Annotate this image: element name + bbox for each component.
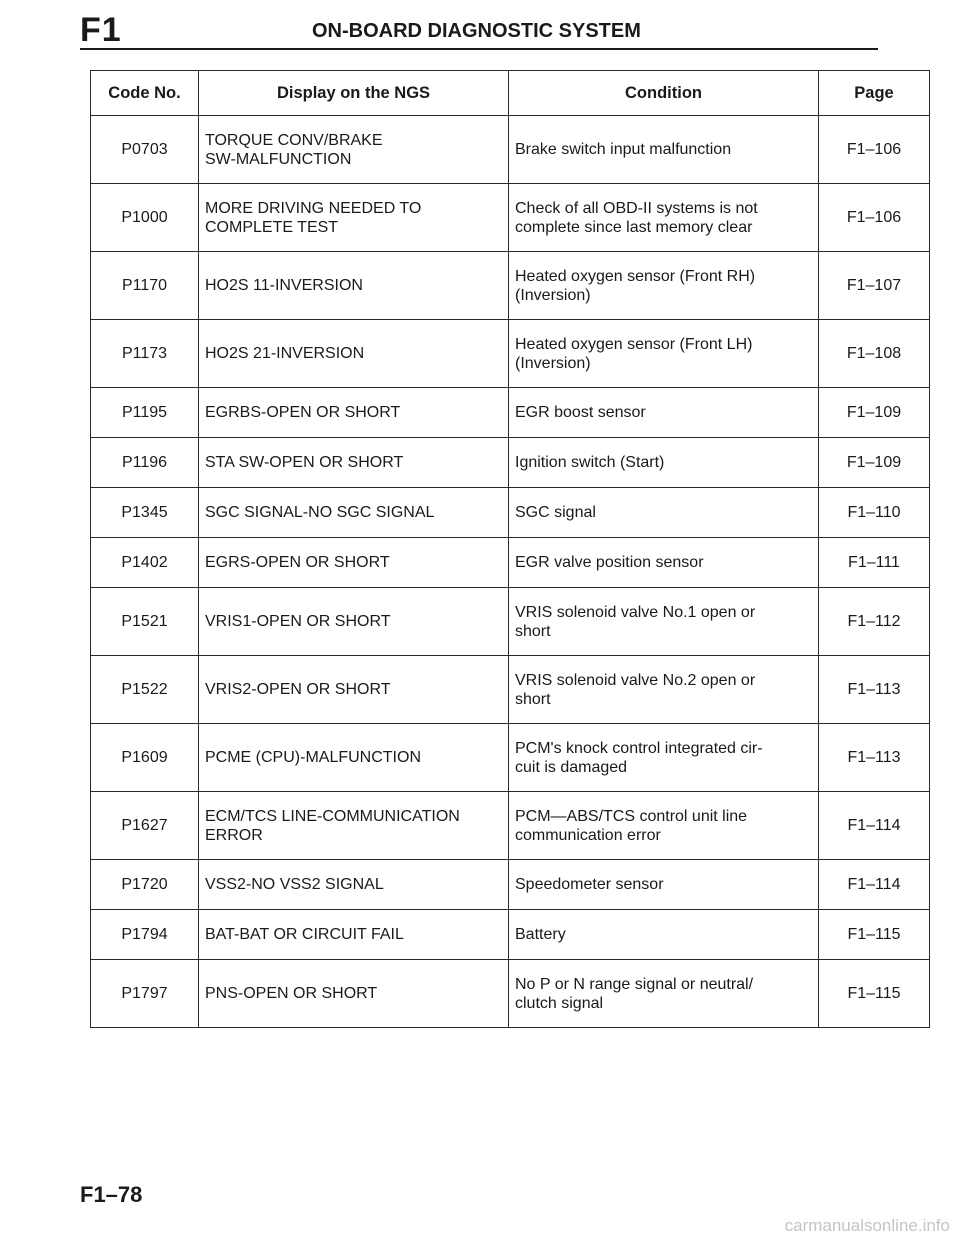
cell-display-on-ngs: MORE DRIVING NEEDED TO COMPLETE TEST [199, 184, 509, 252]
cell-condition: EGR boost sensor [509, 388, 819, 438]
cell-display-on-ngs: HO2S 11-INVERSION [199, 252, 509, 320]
cell-page: F1–107 [819, 252, 930, 320]
cell-page: F1–106 [819, 184, 930, 252]
cell-condition: EGR valve position sensor [509, 538, 819, 588]
cell-condition: SGC signal [509, 488, 819, 538]
cell-code-no: P1402 [91, 538, 199, 588]
table-row [91, 388, 930, 438]
cell-display-on-ngs: EGRS-OPEN OR SHORT [199, 538, 509, 588]
header-condition: Condition [509, 71, 819, 116]
table-row [91, 960, 930, 1028]
diagnostic-code-table [90, 70, 930, 1028]
cell-code-no: P1521 [91, 588, 199, 656]
cell-display-on-ngs: ECM/TCS LINE-COMMUNICATION ERROR [199, 792, 509, 860]
cell-condition: PCM's knock control integrated cir- cuit is damaged [509, 724, 819, 792]
cell-code-no: P1173 [91, 320, 199, 388]
cell-condition: VRIS solenoid valve No.1 open or short [509, 588, 819, 656]
cell-page: F1–113 [819, 656, 930, 724]
cell-display-on-ngs: PCME (CPU)-MALFUNCTION [199, 724, 509, 792]
cell-page: F1–115 [819, 910, 930, 960]
cell-display-on-ngs: PNS-OPEN OR SHORT [199, 960, 509, 1028]
cell-condition: Ignition switch (Start) [509, 438, 819, 488]
cell-condition: Heated oxygen sensor (Front RH) (Inversion) [509, 252, 819, 320]
table-row [91, 184, 930, 252]
table-row [91, 116, 930, 184]
table-row [91, 724, 930, 792]
table-header-row [91, 71, 930, 116]
cell-condition: Check of all OBD-II systems is not complete since last memory clear [509, 184, 819, 252]
cell-code-no: P1797 [91, 960, 199, 1028]
cell-display-on-ngs: HO2S 21-INVERSION [199, 320, 509, 388]
cell-code-no: P1794 [91, 910, 199, 960]
cell-display-on-ngs: VRIS1-OPEN OR SHORT [199, 588, 509, 656]
cell-page: F1–109 [819, 388, 930, 438]
cell-code-no: P1345 [91, 488, 199, 538]
cell-display-on-ngs: EGRBS-OPEN OR SHORT [199, 388, 509, 438]
cell-code-no: P0703 [91, 116, 199, 184]
cell-code-no: P1196 [91, 438, 199, 488]
page-header [80, 12, 878, 50]
cell-page: F1–110 [819, 488, 930, 538]
cell-condition: Brake switch input malfunction [509, 116, 819, 184]
cell-code-no: P1609 [91, 724, 199, 792]
cell-page: F1–109 [819, 438, 930, 488]
cell-condition: PCM—ABS/TCS control unit line communication error [509, 792, 819, 860]
section-id: F1 [80, 11, 122, 49]
table-row [91, 860, 930, 910]
table-row [91, 656, 930, 724]
watermark: carmanualsonline.info [784, 1216, 950, 1235]
cell-condition: No P or N range signal or neutral/ clutch signal [509, 960, 819, 1028]
cell-page: F1–112 [819, 588, 930, 656]
table-body [91, 116, 930, 1028]
cell-display-on-ngs: TORQUE CONV/BRAKE SW-MALFUNCTION [199, 116, 509, 184]
cell-page: F1–114 [819, 792, 930, 860]
cell-code-no: P1522 [91, 656, 199, 724]
table-row [91, 488, 930, 538]
cell-code-no: P1627 [91, 792, 199, 860]
cell-code-no: P1720 [91, 860, 199, 910]
cell-display-on-ngs: VSS2-NO VSS2 SIGNAL [199, 860, 509, 910]
cell-display-on-ngs: BAT-BAT OR CIRCUIT FAIL [199, 910, 509, 960]
cell-display-on-ngs: VRIS2-OPEN OR SHORT [199, 656, 509, 724]
header-display-on-ngs: Display on the NGS [199, 71, 509, 116]
table-row [91, 538, 930, 588]
cell-page: F1–111 [819, 538, 930, 588]
cell-code-no: P1000 [91, 184, 199, 252]
header-code-no: Code No. [91, 71, 199, 116]
table-row [91, 910, 930, 960]
table-row [91, 320, 930, 388]
cell-condition: Battery [509, 910, 819, 960]
cell-condition: VRIS solenoid valve No.2 open or short [509, 656, 819, 724]
cell-code-no: P1195 [91, 388, 199, 438]
table-row [91, 792, 930, 860]
cell-condition: Speedometer sensor [509, 860, 819, 910]
cell-page: F1–108 [819, 320, 930, 388]
table-row [91, 438, 930, 488]
cell-page: F1–106 [819, 116, 930, 184]
cell-display-on-ngs: SGC SIGNAL-NO SGC SIGNAL [199, 488, 509, 538]
cell-display-on-ngs: STA SW-OPEN OR SHORT [199, 438, 509, 488]
cell-code-no: P1170 [91, 252, 199, 320]
table-row [91, 588, 930, 656]
table-row [91, 252, 930, 320]
cell-condition: Heated oxygen sensor (Front LH) (Inversion) [509, 320, 819, 388]
page-number: F1–78 [80, 1182, 143, 1207]
cell-page: F1–113 [819, 724, 930, 792]
cell-page: F1–114 [819, 860, 930, 910]
cell-page: F1–115 [819, 960, 930, 1028]
header-page: Page [819, 71, 930, 116]
page-title: ON-BOARD DIAGNOSTIC SYSTEM [312, 20, 641, 42]
